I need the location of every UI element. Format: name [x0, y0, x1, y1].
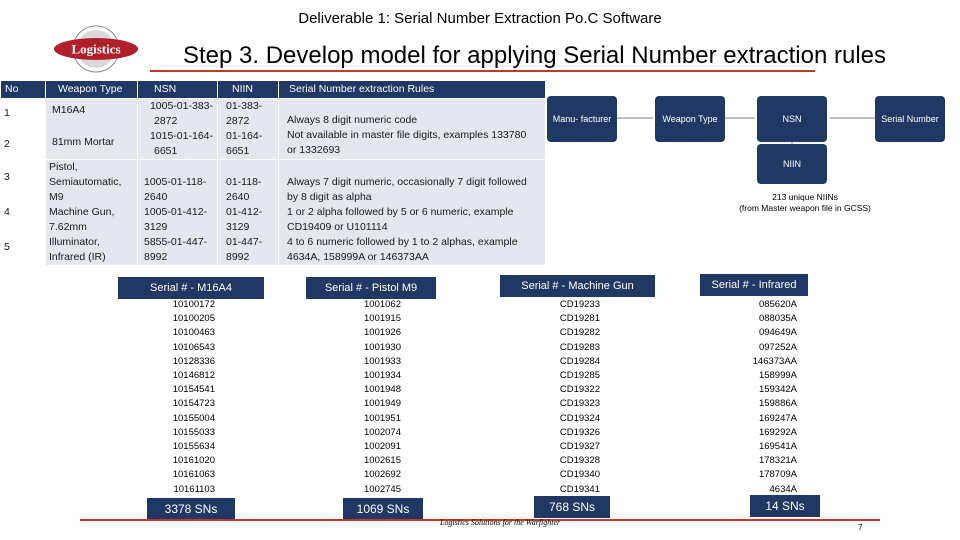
table-row [1, 99, 546, 130]
list-item: 169292A [758, 426, 797, 438]
list-item: 1002692 [364, 469, 401, 481]
list-item: 10161103 [173, 483, 215, 495]
rule-line: Always 8 digit numeric code [287, 113, 418, 126]
niin-cell [218, 160, 279, 266]
extraction-rules-table [0, 80, 546, 266]
nsn-cell [138, 99, 218, 160]
table-header-row [1, 81, 546, 99]
list-item: CD19284 [559, 355, 600, 367]
rule-line: CD19409 or U101114 [287, 220, 388, 233]
weapon-type-pistol: M9 [49, 191, 64, 203]
list-item: 088035A [758, 313, 797, 325]
niin-line: 2640 [226, 190, 250, 203]
row-number: 1 [1, 99, 46, 130]
nsn-line: 2640 [144, 190, 168, 203]
nsn-line: 1015-01-164- [149, 130, 213, 142]
nsn-line: 8992 [144, 250, 168, 263]
rule-line: or 1332693 [287, 143, 341, 156]
header-niin: NIIN [218, 81, 279, 99]
rules-cell [279, 160, 546, 266]
slide-title: Step 3. Develop model for applying Serial Number extraction rules [183, 42, 887, 69]
list-item: CD19323 [559, 398, 600, 410]
rule-line: by 8 digit as alpha [287, 190, 372, 203]
list-header-pistol: Serial # - Pistol M9 [306, 277, 436, 299]
weapon-type-node: Weapon Type [655, 96, 725, 142]
list-item: CD19324 [559, 412, 600, 424]
niin-line: 01-118- [226, 175, 262, 188]
total-m16a4: 3378 SNs [147, 498, 235, 520]
weapon-type-mg: Machine Gun, [49, 206, 115, 218]
list-item: 10161063 [172, 469, 215, 481]
list-item: 4634A [769, 483, 797, 495]
nsn-line: 2872 [154, 115, 178, 127]
list-item: CD19328 [559, 455, 600, 467]
list-item: 1002074 [364, 426, 401, 438]
list-item: CD19282 [559, 327, 600, 339]
title-underline [150, 70, 815, 72]
weapon-type-mg: 7.62mm [49, 221, 87, 233]
rule-line: Always 7 digit numeric, occasionally 7 digit followed [287, 175, 527, 188]
list-item: 10100172 [172, 299, 215, 310]
rule-line: 4 to 6 numeric followed by 1 to 2 alphas, example [287, 235, 518, 248]
master-file-note: (from Master weapon file in GCSS) [739, 203, 871, 213]
nsn-structure-diagram [545, 94, 960, 234]
list-item: 10100205 [172, 313, 215, 325]
list-header-machine-gun: Serial # - Machine Gun [500, 275, 655, 297]
list-item: 1001062 [364, 299, 401, 310]
header-nsn: NSN [138, 81, 218, 99]
niin-node: NIIN [757, 144, 827, 184]
unique-niins-label: 213 unique NIINs [772, 192, 838, 202]
list-item: 10154541 [172, 384, 215, 396]
manufacturer-node: Manu- facturer [547, 96, 617, 142]
list-item: 10161020 [172, 455, 215, 467]
rule-line: Not available in master file digits, examples 133780 [287, 128, 527, 141]
list-item: 10106543 [172, 341, 215, 353]
list-item: 085620A [758, 299, 797, 310]
list-item: 178321A [758, 455, 797, 467]
serial-list-infrared [735, 298, 797, 497]
list-item: 1001915 [364, 313, 401, 325]
niin-line: 8992 [226, 250, 250, 263]
list-item: CD19341 [559, 483, 600, 495]
list-item: 159886A [758, 398, 797, 410]
row-number: 2 [1, 129, 46, 160]
list-item: 094649A [758, 327, 797, 339]
header-no: No [1, 81, 46, 99]
list-item: 1001948 [364, 384, 401, 396]
list-item: CD19281 [559, 313, 600, 325]
niin-line: 2872 [226, 115, 250, 127]
weapon-type-cell [46, 160, 138, 266]
weapon-type-m16a4: M16A4 [52, 103, 86, 116]
list-item: 1001933 [364, 355, 401, 367]
niin-line: 01-412- [226, 205, 263, 218]
list-item: 10155004 [172, 412, 215, 424]
deliverable-title: Deliverable 1: Serial Number Extraction Po.C Software [298, 10, 662, 27]
weapon-type-mortar: 81mm Mortar [52, 135, 115, 148]
rules-cell [279, 99, 546, 160]
weapon-type-ill: Infrared (IR) [49, 251, 106, 263]
list-item: 1002745 [364, 483, 401, 495]
list-item: 10154723 [172, 398, 215, 410]
header-rules: Serial Number extraction Rules [279, 81, 546, 99]
nsn-line: 5855-01-447- [144, 235, 208, 248]
weapon-type-ill: Illuminator, [49, 236, 100, 248]
list-item: 146373AA [752, 355, 797, 367]
rule-line: 4634A, 158999A or 146373AA [287, 250, 429, 263]
niin-line: 01-447- [226, 235, 263, 248]
total-infrared: 14 SNs [750, 495, 820, 517]
nsn-line: 1005-01-412- [144, 205, 208, 218]
list-item: CD19283 [559, 341, 600, 353]
weapon-type-pistol: Semiautomatic, [49, 176, 122, 188]
list-item: 10146812 [172, 370, 215, 382]
nsn-node: NSN [757, 96, 827, 142]
list-item: 1002615 [364, 455, 401, 467]
nsn-line: 1005-01-383- [149, 100, 213, 112]
list-item: CD19322 [559, 384, 600, 396]
list-item: 10128336 [172, 355, 215, 367]
serial-list-m16a4 [155, 298, 215, 497]
nsn-line: 3129 [144, 220, 168, 233]
nsn-line: 6651 [154, 145, 178, 157]
niin-line: 01-383- [226, 100, 263, 112]
niin-line: 3129 [226, 220, 250, 233]
list-item: 178709A [758, 469, 797, 481]
list-item: 159342A [758, 384, 797, 396]
niin-line: 01-164- [226, 130, 263, 142]
weapon-type-pistol: Pistol, [49, 161, 78, 173]
row-number: 5 [1, 230, 46, 265]
list-item: 1001951 [364, 412, 401, 424]
logistics-logo [48, 24, 144, 74]
list-item: 1001934 [364, 370, 401, 382]
list-item: 1001930 [364, 341, 401, 353]
list-item: 10155634 [172, 441, 215, 453]
table-row [1, 160, 546, 195]
list-item: CD19340 [559, 469, 600, 481]
serial-number-node: Serial Number [875, 96, 945, 142]
row-number: 4 [1, 195, 46, 230]
list-item: 1002091 [364, 441, 401, 453]
nsn-line: 1005-01-118- [144, 175, 207, 188]
list-item: CD19285 [559, 370, 600, 382]
page-number: 7 [858, 523, 863, 532]
logo-text: Logistics [71, 41, 121, 57]
list-item: CD19233 [559, 299, 600, 310]
list-header-m16a4: Serial # - M16A4 [118, 277, 264, 299]
list-item: 097252A [758, 341, 797, 353]
serial-list-machine-gun [540, 298, 600, 497]
footer-tagline: Logistics Solutions for the Warfighter [440, 518, 561, 527]
niin-line: 6651 [226, 145, 250, 157]
weapon-type-cell [46, 99, 138, 160]
total-machine-gun: 768 SNs [534, 496, 610, 518]
list-item: 169247A [758, 412, 797, 424]
list-header-infrared: Serial # - Infrared [700, 274, 808, 296]
row-number: 3 [1, 160, 46, 195]
serial-list-pistol [345, 298, 401, 497]
list-item: CD19326 [559, 426, 600, 438]
list-item: 169541A [758, 441, 797, 453]
list-item: 10155033 [172, 426, 215, 438]
list-item: 158999A [758, 370, 797, 382]
list-item: 1001926 [364, 327, 401, 339]
header-weapon-type: Weapon Type [46, 81, 138, 99]
list-item: 1001949 [364, 398, 401, 410]
total-pistol: 1069 SNs [343, 498, 423, 520]
rule-line: 1 or 2 alpha followed by 5 or 6 numeric, example [287, 205, 514, 218]
list-item: 10100463 [172, 327, 215, 339]
niin-cell [218, 99, 279, 160]
nsn-cell [138, 160, 218, 266]
list-item: CD19327 [559, 441, 600, 453]
